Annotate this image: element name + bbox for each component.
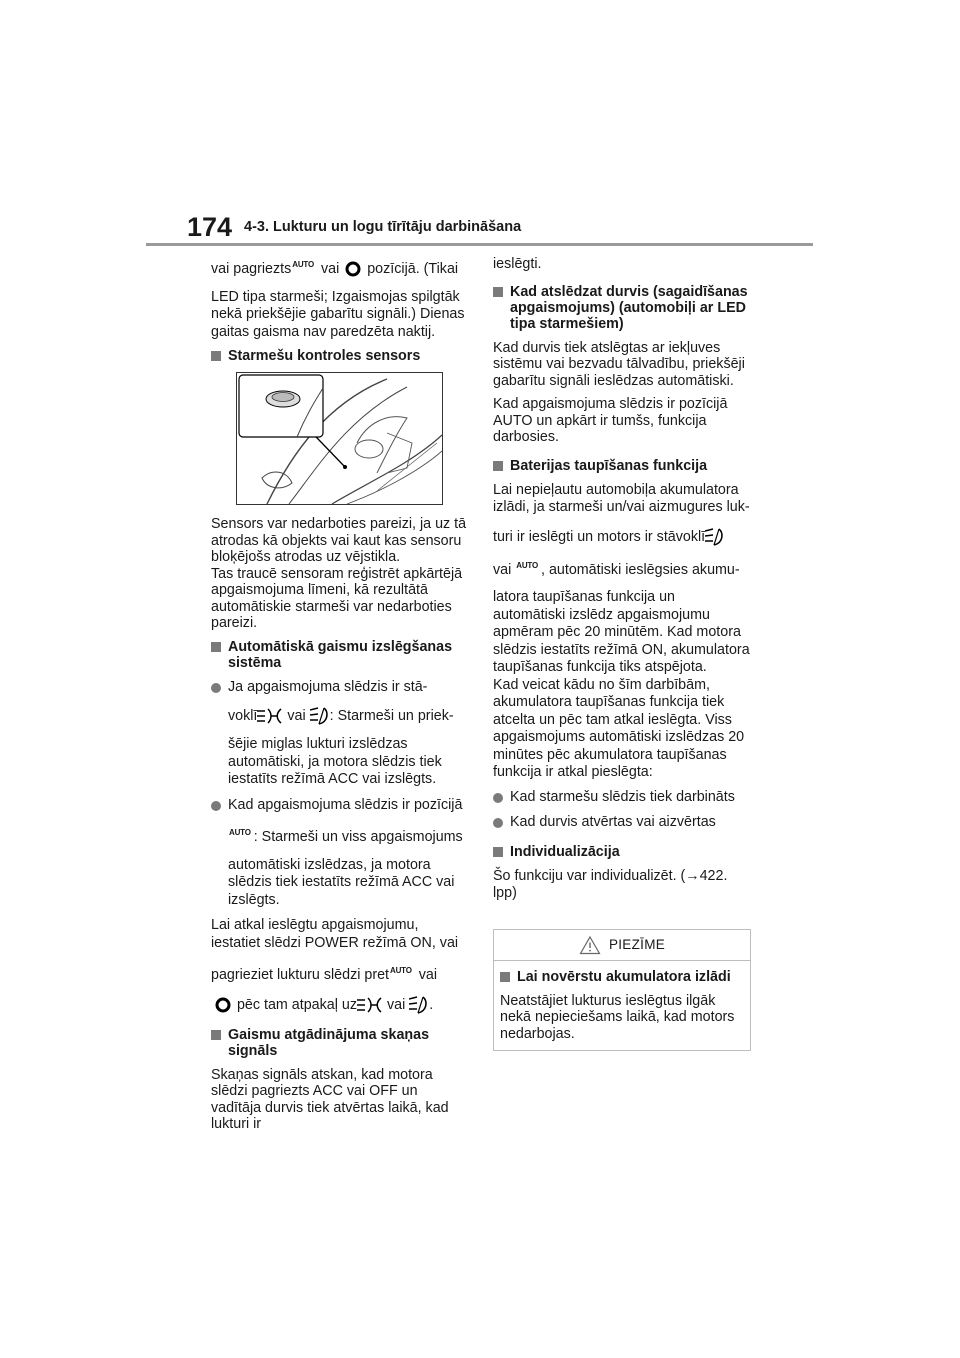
notice-label: PIEZĪME [608, 936, 666, 952]
right-column [493, 256, 751, 1051]
sensor-paragraph-2: Tas traucē sensoram reģistrēt apkārtējā apgaismojuma līmeni, kā rezultātā automātiskie starmeši var nedarboties pareizi. [211, 565, 463, 631]
headlight-on-icon [343, 260, 363, 278]
notice-heading: Lai novērstu akumulatora izlādi [500, 969, 744, 985]
battery-bullet-2: Kad durvis atvērtas vai aizvērtas [493, 814, 751, 832]
chime-heading: Gaismu atgādinājuma skaņas signāls [211, 1027, 467, 1059]
sensor-paragraph: Sensors var nedarboties pareizi, ja uz tā atrodas kā objekts vai kaut kas sensoru bloķējošs atrodas uz vējstikla. [211, 516, 467, 565]
battery-paragraph-5: Kad veicat kādu no šīm darbībām, akumulatora taupīšanas funkcija tiek atcelta un pēc tam atkal ieslēgta. Viss apgaismojums automātiski izslēdzas 20 minūtes pēc akumulatora taupīšanas funkcija ir atkal pieslēgta: [493, 676, 745, 780]
page-number: 174 [187, 212, 233, 242]
entry-paragraph-2: Kad apgaismojuma slēdzis ir pozīcijā AUTO un apkārt ir tumšs, funkcija darbosies. [493, 396, 728, 445]
custom-heading: Individualizācija [493, 844, 751, 860]
battery-paragraph-2: turi ir ieslēgti un motors ir stāvoklī [493, 527, 751, 547]
custom-paragraph: Šo funkciju var individualizēt. (→422. lpp) [493, 867, 728, 901]
battery-paragraph-4: latora taupīšanas funkcija un automātiski izslēdz apgaismojumu apmēram pēc 20 minūtēm. Kad motora slēdzis iestatīts režīmā ON, akumulatora taupīšanas funkcija tiks atspējota. [493, 589, 750, 675]
windshield-sensor-illustration [237, 373, 442, 504]
battery-paragraph-3: vai $^{AUTO}$ , automātiski ieslēgsies akumu- [493, 560, 740, 578]
auto-icon: AUTO [229, 828, 251, 837]
low-beam-icon [257, 707, 283, 725]
chime-paragraph: Skaņas signāls atskan, kad motora slēdzi pagriezts ACC vai OFF un vadītāja durvis tiek atvērtas laikā, kad lukturi ir [211, 1066, 449, 1132]
entry-paragraph-1: Kad durvis tiek atslēgtas ar iekļuves sistēmu vai bezvadu tālvadību, priekšēji gabarītu signāli ieslēdzas automātiski. [493, 339, 745, 389]
auto-icon: AUTO [516, 560, 538, 570]
parking-lights-icon [310, 706, 330, 726]
sensor-heading: Starmešu kontroles sensors [211, 348, 467, 364]
auto-off-bullet-2: Kad apgaismojuma slēdzis ir pozīcijā $^{AUTO}$ : Starmeši un viss apgaismojums automātiski izslēdzas, ja motora slēdzis tiek iestatīts režīmā ACC vai izslēgts. [211, 797, 467, 910]
battery-paragraph-1: Lai nepieļautu automobiļa akumulatora izlādi, ja starmeši un/vai aizmugures luk- [493, 481, 750, 515]
restore-paragraph-3: pēc tam atpakaļ uz vai . [211, 995, 467, 1015]
notice-header [494, 930, 750, 960]
continued-text: ieslēgti. [493, 256, 542, 272]
auto-icon: AUTO [292, 260, 314, 269]
battery-bullet-1: Kad starmešu slēdzis tiek darbināts [493, 789, 751, 807]
parking-lights-icon [705, 527, 725, 547]
battery-heading: Baterijas taupīšanas funkcija [493, 458, 751, 474]
sensor-figure [236, 372, 443, 505]
notice-divider [494, 960, 750, 961]
entry-heading: Kad atslēdzat durvis (sagaidīšanas apgaismojums) (automobiļi ar LED tipa starmešiem) [493, 284, 751, 332]
restore-paragraph: Lai atkal ieslēgtu apgaismojumu, iestatiet slēdzi POWER režīmā ON, vai [211, 917, 459, 951]
low-beam-icon [357, 996, 383, 1014]
parking-lights-icon [409, 995, 429, 1015]
left-column [211, 256, 467, 1140]
intro-paragraph: vai pagriezts$^{AUTO}$ vai pozīcijā. (Tikai [211, 260, 459, 277]
warning-icon [579, 935, 601, 955]
section-title: 4-3. Lukturu un logu tīrītāju darbināšana [244, 219, 522, 235]
auto-off-bullet-1: Ja apgaismojuma slēdzis ir stā- voklī vai : Starmeši un priek- šējie miglas lukturi izslēdzas automātiski, ja motora slēdzis tiek iestatīts režīmā ACC vai izslēgts. [211, 679, 467, 789]
header-divider [146, 243, 813, 246]
auto-off-heading: Automātiskā gaismu izslēgšanas sistēma [211, 639, 467, 671]
intro-text: LED tipa starmeši; Izgaismojas spilgtāk nekā priekšējie gabarītu signāli.) Dienas gaitas gaisma nav paredzēta naktij. [211, 288, 465, 340]
notice-text: Neatstājiet lukturus ieslēgtus ilgāk nekā nepieciešams laikā, kad motors nedarbojas. [500, 992, 735, 1042]
notice-box [493, 929, 751, 1052]
headlight-on-icon [213, 996, 233, 1014]
restore-paragraph-2: pagrieziet lukturu slēdzi pret$^{AUTO}$ vai [211, 966, 438, 983]
auto-icon: AUTO [390, 966, 412, 975]
